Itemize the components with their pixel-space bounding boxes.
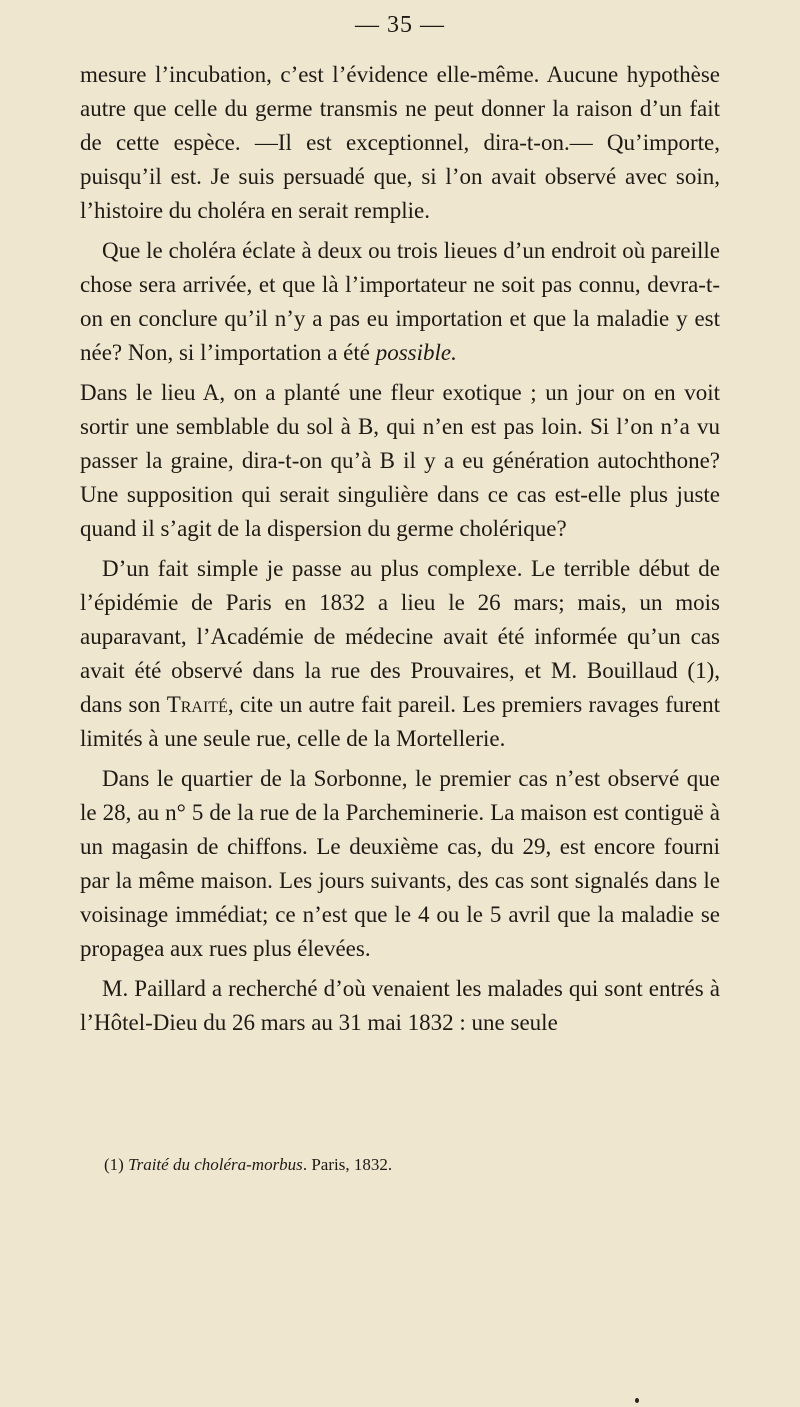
paragraph-4 bbox=[80, 552, 720, 756]
footnote-rest: . Paris, 1832. bbox=[302, 1155, 393, 1174]
footnote-marker: (1) bbox=[104, 1155, 129, 1174]
page-number: — 35 — bbox=[355, 12, 445, 38]
ink-speck bbox=[635, 1398, 639, 1403]
paragraph-1: mesure l’incubation, c’est l’évidence elle-même. Aucune hypothèse autre que celle du germe transmis ne peut donner la raison d’un fait de cette espèce. —Il est exceptionnel, dira-t-on.— Qu’importe, puisqu’il est. Je suis persuadé que, si l’on avait observé avec soin, l’histoire du choléra en serait remplie. bbox=[80, 62, 720, 223]
body-text bbox=[80, 58, 720, 1046]
paragraph-2-text: Que le choléra éclate à deux ou trois lieues d’un endroit où pareille chose sera arrivée, et que là l’importateur ne soit pas connu, devra-t-on en conclure qu’il n’y a pas eu importation et que la maladie y est née? Non, si l’importation a été bbox=[80, 238, 720, 365]
traite-smallcaps: Traité bbox=[166, 692, 228, 717]
paragraph-2 bbox=[80, 234, 720, 370]
emphasis-possible: possible. bbox=[375, 340, 457, 365]
footnote bbox=[104, 1154, 724, 1176]
paragraph-4-tail: , cite un autre fait pareil. Les premiers ravages furent limités à une seule rue, celle de la Mortellerie. bbox=[80, 692, 720, 751]
paragraph-3: Dans le lieu A, on a planté une fleur exotique ; un jour on en voit sortir une semblable du sol à B, qui n’en est pas loin. Si l’on n’a vu passer la graine, dira-t-on qu’à B il y a eu génération autochthone? Une supposition qui serait singulière dans ce cas est-elle plus juste quand il s’agit de la dispersion du germe cholérique? bbox=[80, 380, 720, 541]
paragraph-6: M. Paillard a recherché d’où venaient les malades qui sont entrés à l’Hôtel-Dieu du 26 mars au 31 mai 1832 : une seule bbox=[80, 976, 720, 1035]
paragraph-4-text: D’un fait simple je passe au plus complexe. Le terrible début de l’épidémie de Paris en 1832 a lieu le 26 mars; mais, un mois auparavant, l’Académie de médecine avait été informée qu’un cas avait été observé dans la rue des Prouvaires, et M. Bouillaud (1), dans son bbox=[80, 556, 720, 717]
paragraph-5: Dans le quartier de la Sorbonne, le premier cas n’est observé que le 28, au n° 5 de la rue de la Parcheminerie. La maison est contiguë à un magasin de chiffons. Le deuxième cas, du 29, est encore fourni par la même maison. Les jours suivants, des cas sont signalés dans le voisinage immédiat; ce n’est que le 4 ou le 5 avril que la maladie se propagea aux rues plus élevées. bbox=[80, 766, 720, 961]
footnote-title: Traité du choléra-morbus bbox=[128, 1155, 303, 1174]
